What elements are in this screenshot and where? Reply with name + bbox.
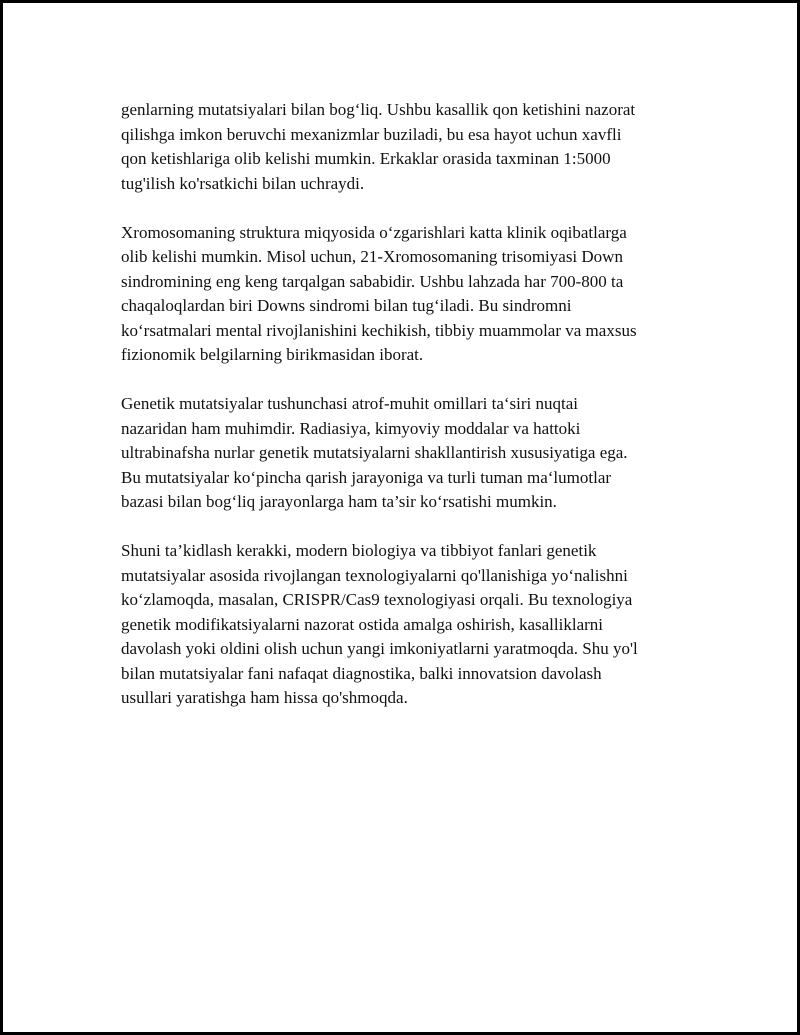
- text-line: genlarning mutatsiyalari bilan bog‘liq. Ushbu kasallik qon ketishini nazorat: [121, 100, 636, 119]
- text-line: fizionomik belgilarning birikmasidan iborat.: [121, 345, 424, 364]
- text-line: tug'ilish ko'rsatkichi bilan uchraydi.: [121, 173, 365, 193]
- text-line: Shuni ta’kidlash kerakki, modern biologiya va tibbiyot fanlari genetik: [121, 541, 597, 560]
- paragraph-environment: [121, 392, 691, 515]
- text-line: ko‘zlamoqda, masalan, CRISPR/Cas9 texnologiyasi orqali. Bu texnologiya: [121, 590, 633, 609]
- text-line: ultrabinafsha nurlar genetik mutatsiyalarni shakllantirish xususiyatiga ega.: [121, 443, 628, 462]
- text-line: chaqaloqlardan biri Downs sindromi bilan tug‘iladi. Bu sindromni: [121, 296, 572, 315]
- text-line: qon ketishlariga olib kelishi mumkin. Erkaklar orasida taxminan 1:5000: [121, 149, 611, 168]
- text-line: sindromining eng keng tarqalgan sababidir. Ushbu lahzada har 700-800 ta: [121, 271, 624, 291]
- text-line: Genetik mutatsiyalar tushunchasi atrof-muhit omillari ta‘siri nuqtai: [121, 394, 578, 413]
- text-line: davolash yoki oldini olish uchun yangi imkoniyatlarni yaratmoqda. Shu yo'l: [121, 639, 638, 658]
- text-line: nazaridan ham muhimdir. Radiasiya, kimyoviy moddalar va hattoki: [121, 418, 581, 438]
- text-line: qilishga imkon beruvchi mexanizmlar buziladi, bu esa hayot uchun xavfli: [121, 124, 622, 144]
- text-line: bazasi bilan bog‘liq jarayonlarga ham ta’sir ko‘rsatishi mumkin.: [121, 492, 557, 511]
- text-line: Xromosomaning struktura miqyosida o‘zgarishlari katta klinik oqibatlarga: [121, 222, 627, 242]
- text-line: ko‘rsatmalari mental rivojlanishini kechikish, tibbiy muammolar va maxsus: [121, 320, 637, 340]
- text-line: mutatsiyalar asosida rivojlangan texnologiyalarni qo'llanishiga yo‘nalishni: [121, 565, 628, 585]
- paragraph-hemophilia: [121, 98, 691, 196]
- text-line: genetik modifikatsiyalarni nazorat ostida amalga oshirish, kasalliklarni: [121, 614, 604, 634]
- text-line: olib kelishi mumkin. Misol uchun, 21-Xromosomaning trisomiyasi Down: [121, 247, 623, 266]
- paragraph-chromosome: [121, 221, 691, 368]
- text-line: usullari yaratishga ham hissa qo'shmoqda.: [121, 688, 408, 707]
- text-line: bilan mutatsiyalar fani nafaqat diagnostika, balki innovatsion davolash: [121, 663, 602, 683]
- paragraph-crispr: [121, 539, 691, 711]
- document-body: [121, 98, 691, 735]
- text-line: Bu mutatsiyalar ko‘pincha qarish jarayoniga va turli tuman ma‘lumotlar: [121, 467, 612, 487]
